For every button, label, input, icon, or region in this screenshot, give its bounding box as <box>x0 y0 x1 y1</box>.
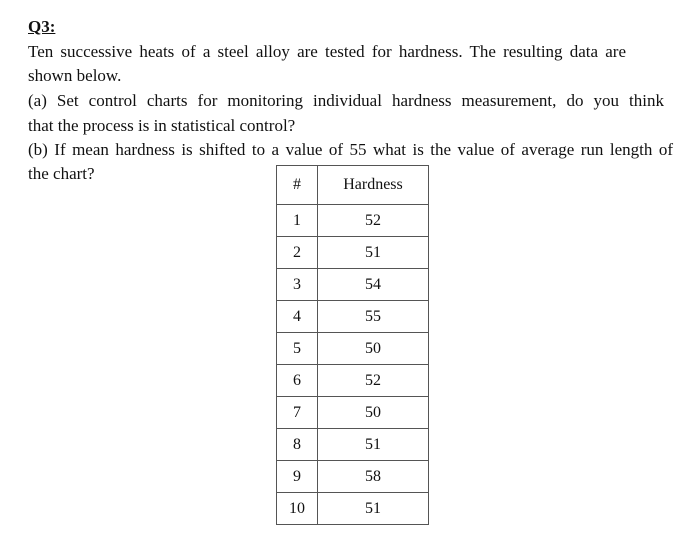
question-line-1: Ten successive heats of a steel alloy are tested for hardness. The resulting data are <box>28 42 626 61</box>
hardness-table <box>276 165 429 525</box>
row-hardness: 50 <box>318 333 429 365</box>
row-hardness: 58 <box>318 461 429 493</box>
question-line-6: the chart? <box>28 164 95 183</box>
row-index: 6 <box>277 365 318 397</box>
header-index: # <box>277 166 318 205</box>
row-index: 1 <box>277 205 318 237</box>
row-index: 5 <box>277 333 318 365</box>
question-line-5: (b) If mean hardness is shifted to a value of 55 what is the value of average run length of <box>28 140 673 159</box>
row-index: 3 <box>277 269 318 301</box>
row-index: 7 <box>277 397 318 429</box>
row-hardness: 51 <box>318 429 429 461</box>
table-row <box>277 301 429 333</box>
table-row <box>277 333 429 365</box>
row-hardness: 51 <box>318 237 429 269</box>
table-row <box>277 397 429 429</box>
question-line-4: that the process is in statistical control? <box>28 116 296 135</box>
question-title: Q3: <box>28 17 56 36</box>
row-hardness: 52 <box>318 205 429 237</box>
question-line-2: shown below. <box>28 66 122 85</box>
row-index: 8 <box>277 429 318 461</box>
row-hardness: 54 <box>318 269 429 301</box>
row-hardness: 55 <box>318 301 429 333</box>
table-row <box>277 205 429 237</box>
row-index: 2 <box>277 237 318 269</box>
table-row <box>277 269 429 301</box>
table-row <box>277 365 429 397</box>
row-index: 9 <box>277 461 318 493</box>
row-hardness: 51 <box>318 493 429 525</box>
table-header-row <box>277 166 429 205</box>
table-row <box>277 493 429 525</box>
row-index: 10 <box>277 493 318 525</box>
row-index: 4 <box>277 301 318 333</box>
header-hardness: Hardness <box>318 166 429 205</box>
row-hardness: 52 <box>318 365 429 397</box>
table-row <box>277 429 429 461</box>
table-row <box>277 237 429 269</box>
table-row <box>277 461 429 493</box>
row-hardness: 50 <box>318 397 429 429</box>
question-line-3: (a) Set control charts for monitoring individual hardness measurement, do you think <box>28 91 664 110</box>
